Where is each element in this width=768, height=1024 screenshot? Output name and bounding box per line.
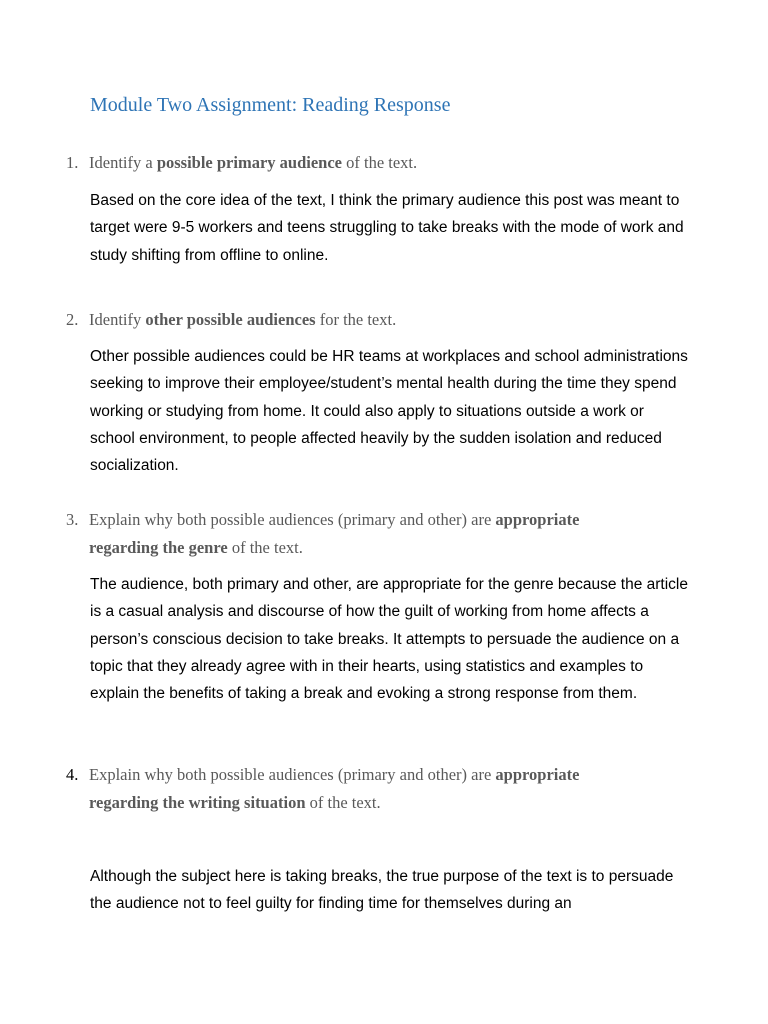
question-1 — [66, 149, 686, 177]
question-emphasis: possible primary audience — [156, 153, 342, 172]
question-text: Identify other possible audiences for the text. — [89, 310, 397, 329]
question-number: 1. — [66, 153, 79, 172]
question-number: 3. — [66, 510, 79, 529]
question-2 — [66, 306, 686, 334]
question-3 — [66, 506, 626, 562]
question-4 — [66, 761, 626, 817]
question-number: 4. — [66, 765, 79, 784]
answer-1: Based on the core idea of the text, I think the primary audience this post was meant to target were 9-5 workers and teens struggling to take breaks with the mode of work and study shifting from offline to online. — [90, 192, 684, 264]
question-emphasis: appropriate regarding the genre — [89, 510, 580, 557]
answer-3: The audience, both primary and other, are appropriate for the genre because the article is a casual analysis and discourse of how the guilt of working from home affects a person’s conscious decision to take breaks. It attempts to persuade the audience on a topic that they already agree with in their hearts, using statistics and examples to explain the benefits of taking a break and evoking a strong response from them. — [90, 576, 688, 703]
question-text: Explain why both possible audiences (primary and other) are appropriate regarding the genre of the text. — [89, 510, 580, 557]
answer-4: Although the subject here is taking breaks, the true purpose of the text is to persuade the audience not to feel guilty for finding time for themselves during an — [90, 868, 674, 913]
answer-2: Other possible audiences could be HR teams at workplaces and school administrations seeking to improve their employee/student’s mental health during the time they spend working or studying from home. It could also apply to situations outside a work or school environment, to people affected heavily by the sudden isolation and reduced socialization. — [90, 348, 688, 475]
question-emphasis: other possible audiences — [145, 310, 316, 329]
page-title: Module Two Assignment: Reading Response — [90, 94, 451, 116]
question-text: Identify a possible primary audience of the text. — [89, 153, 418, 172]
question-text: Explain why both possible audiences (primary and other) are appropriate regarding the writing situation of the text. — [89, 765, 580, 812]
question-number: 2. — [66, 310, 79, 329]
question-emphasis: appropriate regarding the writing situation — [89, 765, 580, 812]
